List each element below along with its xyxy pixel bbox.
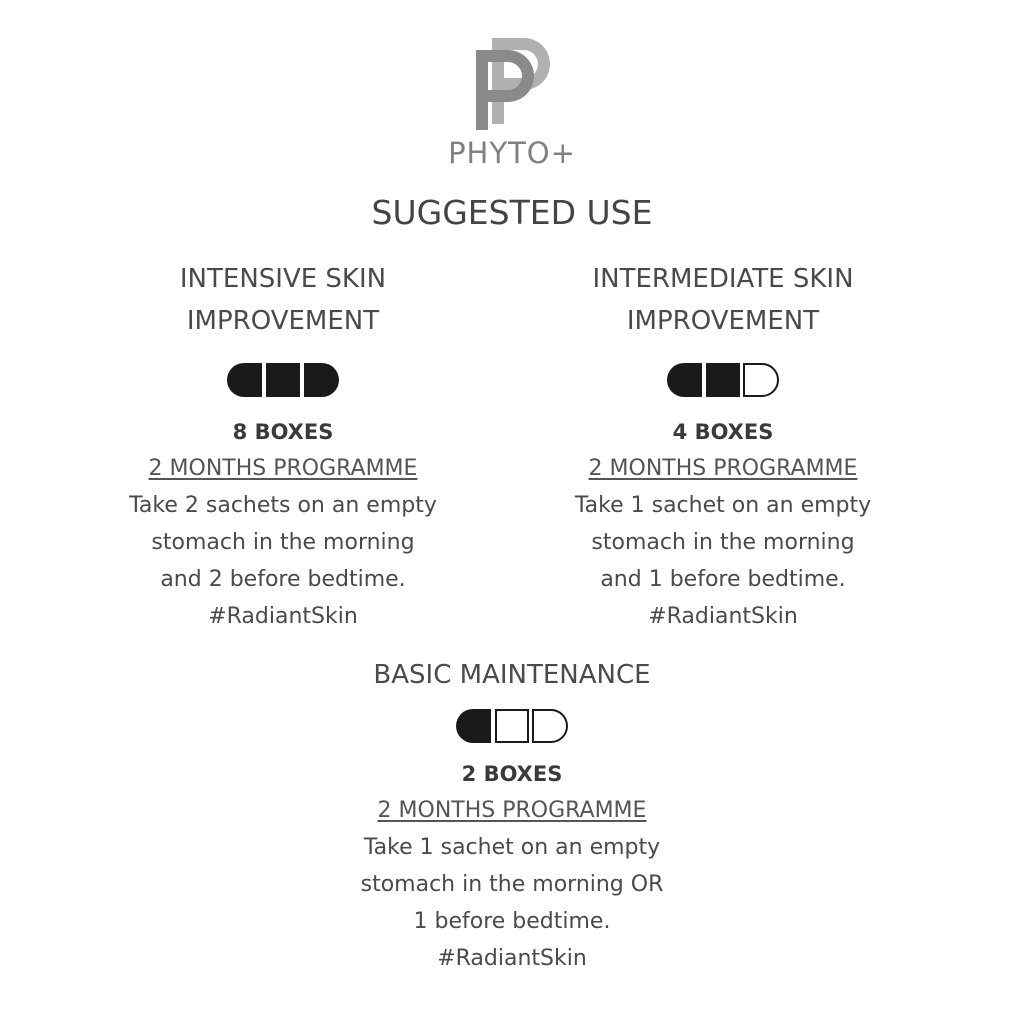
one-filled-capsule-icon	[455, 708, 569, 744]
plan-title: BASIC MAINTENANCE	[373, 660, 651, 690]
programme-duration: 2 MONTHS PROGRAMME	[377, 798, 647, 823]
plan-title: INTENSIVE SKIN IMPROVEMENT	[179, 264, 387, 336]
two-filled-capsule-icon	[666, 362, 780, 398]
dosage-instructions: Take 1 sachet on an empty stomach in the morning OR 1 before bedtime.	[360, 835, 664, 934]
plan-intermediate	[503, 258, 943, 635]
dosage-instructions: Take 2 sachets on an empty stomach in the morning and 2 before bedtime.	[129, 493, 437, 592]
box-count: 4 BOXES	[672, 420, 774, 444]
plan-title: INTERMEDIATE SKIN IMPROVEMENT	[592, 264, 854, 336]
page-heading: SUGGESTED USE	[371, 193, 653, 232]
hashtag: #RadiantSkin	[208, 604, 358, 629]
hashtag: #RadiantSkin	[437, 946, 587, 971]
programme-duration: 2 MONTHS PROGRAMME	[148, 456, 418, 481]
dosage-instructions: Take 1 sachet on an empty stomach in the morning and 1 before bedtime.	[574, 493, 872, 592]
phyto-logo-icon	[462, 32, 562, 132]
three-filled-capsule-icon	[226, 362, 340, 398]
box-count: 8 BOXES	[232, 420, 334, 444]
hashtag: #RadiantSkin	[648, 604, 798, 629]
plan-basic	[292, 654, 732, 977]
brand-name: PHYTO+	[448, 136, 576, 170]
box-count: 2 BOXES	[461, 762, 563, 786]
programme-duration: 2 MONTHS PROGRAMME	[588, 456, 858, 481]
plan-intensive	[63, 258, 503, 635]
